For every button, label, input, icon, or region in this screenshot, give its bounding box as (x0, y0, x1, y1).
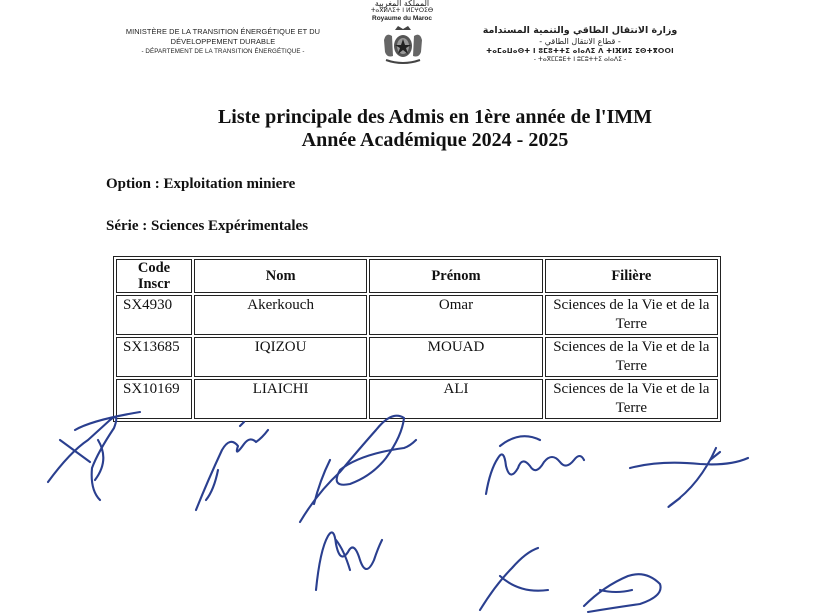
cell-code: SX10169 (116, 379, 192, 419)
kingdom-name-tifinagh: ⵜⴰⴳⵍⴷⵉⵜ ⵏ ⵍⵎⵖⵔⵉⴱ (370, 7, 434, 14)
signature-7 (480, 548, 661, 612)
title-line-2: Année Académique 2024 - 2025 (301, 129, 569, 151)
cell-nom: Akerkouch (194, 295, 367, 335)
option-label: Option : Exploitation miniere (106, 176, 296, 192)
title-line-1: Liste principale des Admis en 1ère année de l'IMM (217, 106, 653, 128)
cell-filiere: Sciences de la Vie et de la Terre (545, 379, 718, 419)
table-header-row (116, 259, 718, 293)
cell-nom: LIAICHI (194, 379, 367, 419)
signature-5 (630, 448, 748, 507)
ministry-name-line1: MINISTÈRE DE LA TRANSITION ÉNERGÉTIQUE ET DU (125, 27, 321, 36)
cell-prenom: Omar (369, 295, 542, 335)
cell-prenom: MOUAD (369, 337, 542, 377)
department-name: - DÉPARTEMENT DE LA TRANSITION ÉNERGÉTIQUE - (141, 48, 305, 55)
serie-label: Série : Sciences Expérimentales (106, 218, 309, 234)
cell-prenom: ALI (369, 379, 542, 419)
table-row (116, 295, 718, 335)
cell-filiere: Sciences de la Vie et de la Terre (545, 337, 718, 377)
signature-1 (48, 412, 140, 500)
signature-2 (196, 422, 268, 510)
table-row (116, 337, 718, 377)
document-title (150, 106, 720, 152)
department-name-arabic: - قطاع الانتقال الطاقي - (539, 37, 621, 46)
cell-filiere: Sciences de la Vie et de la Terre (545, 295, 718, 335)
royal-coat-of-arms-icon (380, 24, 426, 66)
signature-4 (486, 436, 584, 494)
column-header-filiere: Filière (545, 259, 718, 293)
kingdom-name-french: Royaume du Maroc (372, 15, 432, 22)
cell-nom: IQIZOU (194, 337, 367, 377)
department-name-tifinagh: - ⵜⴰⴳⵎⵎⵓⴹⵜ ⵏ ⵓⵎⵓⵜⵜⵉ ⴰⵏⴰⴷⵉ - (533, 56, 627, 63)
column-header-code: Code Inscr (116, 259, 192, 293)
ministry-header-french (96, 27, 350, 57)
signature-3 (300, 416, 416, 522)
cell-code: SX4930 (116, 295, 192, 335)
column-header-prenom: Prénom (369, 259, 542, 293)
kingdom-header (362, 0, 442, 23)
cell-code: SX13685 (116, 337, 192, 377)
ministry-name-arabic: وزارة الانتقال الطاقي والتنمية المستدامة (482, 25, 678, 36)
column-header-nom: Nom (194, 259, 367, 293)
signatures-area (0, 400, 827, 616)
ministry-name-tifinagh: ⵜⴰⵎⴰⵡⴰⵙⵜ ⵏ ⵓⵎⵓⵜⵜⵉ ⴰⵏⴰⴷⵉ ⴷ ⵜⵏⴼⵍⵉ ⵉⵙⵜⴳⵔⵔⵏ (486, 47, 674, 55)
signature-6 (316, 532, 382, 590)
ministry-name-line2: DÉVELOPPEMENT DURABLE (170, 37, 276, 46)
kingdom-name-arabic: المملكة المغربية (374, 0, 430, 8)
admitted-students-table (113, 256, 721, 422)
ministry-header-arabic (455, 25, 705, 64)
